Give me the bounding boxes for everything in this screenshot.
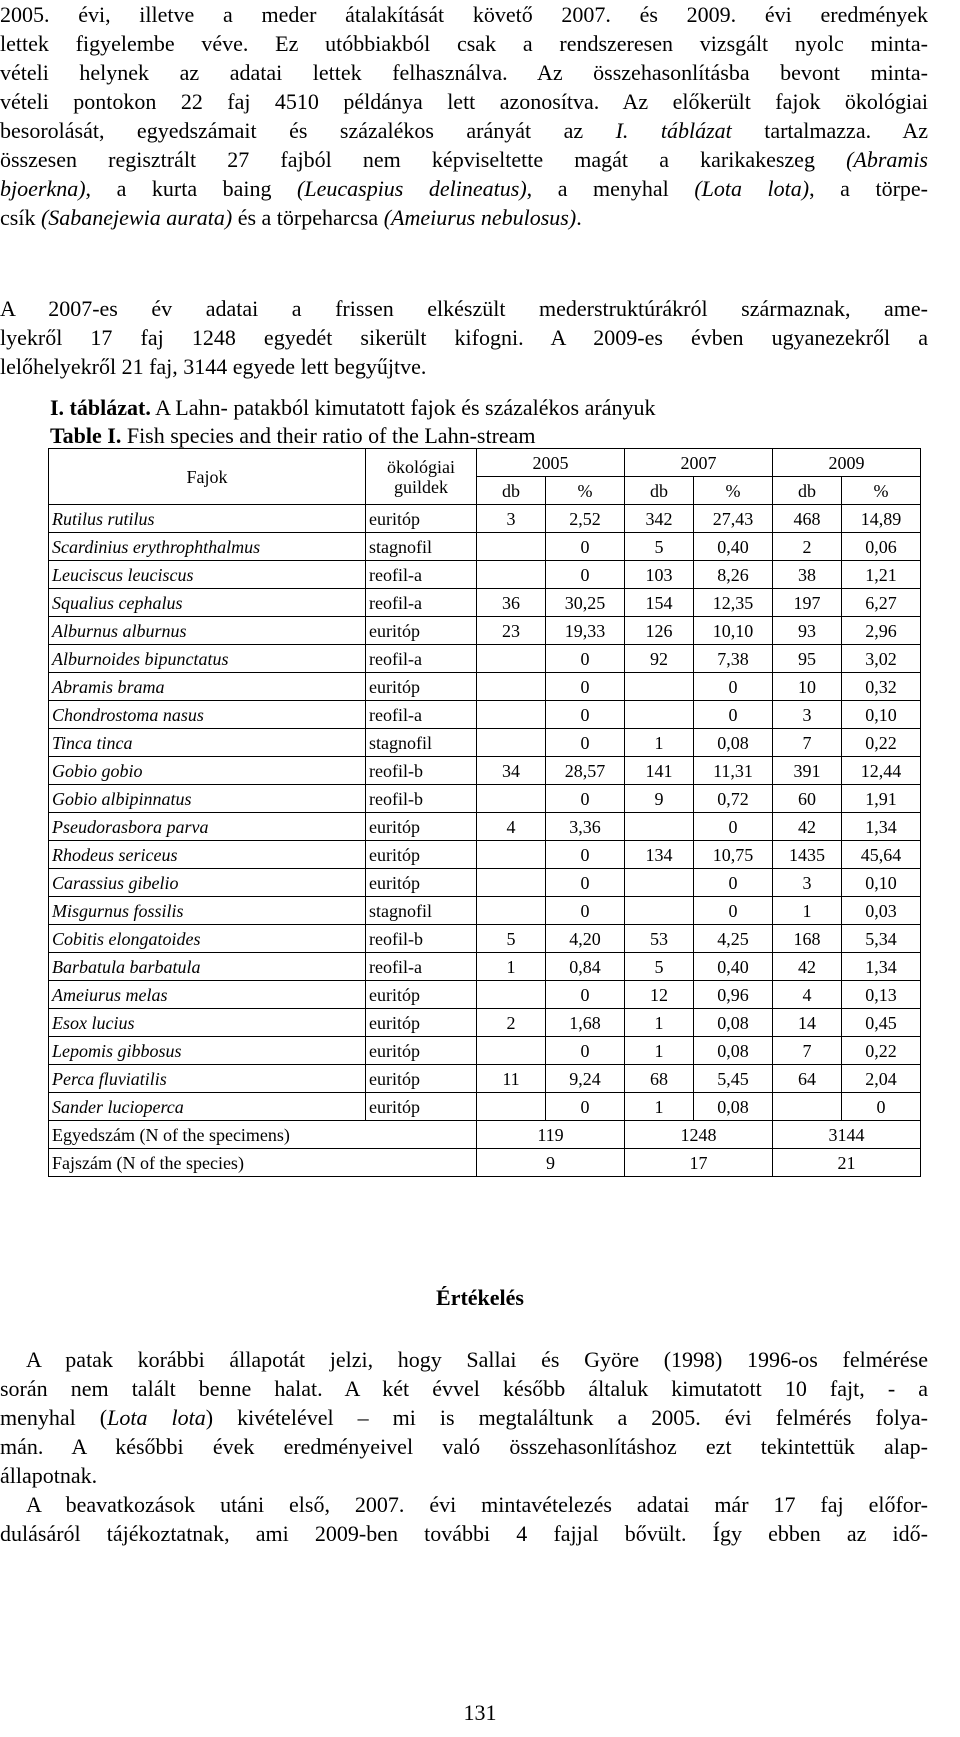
- table-row: [49, 729, 921, 757]
- value-cell: 126: [625, 617, 694, 645]
- value-cell: 0: [546, 561, 625, 589]
- summary-row: [49, 1121, 921, 1149]
- header-year: 2009: [773, 449, 921, 477]
- value-cell: [477, 785, 546, 813]
- table-row: [49, 617, 921, 645]
- value-cell: 1: [625, 729, 694, 757]
- value-cell: 0: [842, 1093, 921, 1121]
- value-cell: 0: [546, 869, 625, 897]
- value-cell: 0,10: [842, 701, 921, 729]
- value-cell: 0: [546, 841, 625, 869]
- guild-cell: stagnofil: [366, 897, 477, 925]
- species-cell: Carassius gibelio: [49, 869, 366, 897]
- value-cell: 5,45: [694, 1065, 773, 1093]
- value-cell: [625, 701, 694, 729]
- value-cell: 5: [625, 953, 694, 981]
- value-cell: 1,34: [842, 953, 921, 981]
- value-cell: 0: [546, 785, 625, 813]
- text-line: A 2007-es év adatai a frissen elkészült mederstruktúrákról származnak, ame-: [0, 296, 928, 321]
- table-row: [49, 701, 921, 729]
- value-cell: 0: [546, 981, 625, 1009]
- value-cell: 0,96: [694, 981, 773, 1009]
- guild-cell: reofil-a: [366, 561, 477, 589]
- value-cell: 6,27: [842, 589, 921, 617]
- value-cell: 0: [546, 533, 625, 561]
- value-cell: 30,25: [546, 589, 625, 617]
- species-cell: Gobio gobio: [49, 757, 366, 785]
- value-cell: 0: [694, 673, 773, 701]
- summary-row: [49, 1149, 921, 1177]
- table-row: [49, 757, 921, 785]
- value-cell: 0: [694, 701, 773, 729]
- paragraph-2007: [0, 294, 928, 381]
- value-cell: [477, 869, 546, 897]
- guild-cell: euritóp: [366, 869, 477, 897]
- species-cell: Alburnoides bipunctatus: [49, 645, 366, 673]
- value-cell: [625, 673, 694, 701]
- table-row: [49, 869, 921, 897]
- header-species: Fajok: [49, 449, 366, 505]
- value-cell: 1: [477, 953, 546, 981]
- value-cell: 0: [694, 869, 773, 897]
- header-guild: [366, 449, 477, 505]
- value-cell: 342: [625, 505, 694, 533]
- guild-cell: reofil-b: [366, 925, 477, 953]
- guild-cell: stagnofil: [366, 729, 477, 757]
- value-cell: 64: [773, 1065, 842, 1093]
- value-cell: 10: [773, 673, 842, 701]
- value-cell: 19,33: [546, 617, 625, 645]
- value-cell: 0,08: [694, 1037, 773, 1065]
- value-cell: 0,08: [694, 1093, 773, 1121]
- value-cell: 0,22: [842, 729, 921, 757]
- table-row: [49, 533, 921, 561]
- value-cell: 42: [773, 953, 842, 981]
- value-cell: 11,31: [694, 757, 773, 785]
- value-cell: [625, 897, 694, 925]
- value-cell: 1: [773, 897, 842, 925]
- text-line: lettek figyelembe véve. Ez utóbbiakból csak a rendszeresen vizsgált nyolc minta-: [0, 31, 928, 56]
- text-line: állapotnak.: [0, 1463, 98, 1488]
- guild-cell: stagnofil: [366, 533, 477, 561]
- value-cell: 0: [694, 813, 773, 841]
- value-cell: 0: [546, 645, 625, 673]
- value-cell: 5: [477, 925, 546, 953]
- guild-cell: euritóp: [366, 1065, 477, 1093]
- header-guild-line2: guildek: [394, 476, 448, 497]
- table-row: [49, 1065, 921, 1093]
- value-cell: [477, 673, 546, 701]
- value-cell: 12: [625, 981, 694, 1009]
- value-cell: 93: [773, 617, 842, 645]
- value-cell: 0,40: [694, 533, 773, 561]
- table-row: [49, 505, 921, 533]
- value-cell: 2,04: [842, 1065, 921, 1093]
- paragraph-evaluation-1: [0, 1345, 928, 1490]
- value-cell: 9: [625, 785, 694, 813]
- value-cell: 1: [625, 1009, 694, 1037]
- species-cell: Esox lucius: [49, 1009, 366, 1037]
- value-cell: 5: [625, 533, 694, 561]
- value-cell: 3,36: [546, 813, 625, 841]
- value-cell: 0: [694, 897, 773, 925]
- value-cell: 9,24: [546, 1065, 625, 1093]
- header-year: 2005: [477, 449, 625, 477]
- value-cell: 3: [773, 869, 842, 897]
- text-line: besorolását, egyedszámait és százalékos arányát az I. táblázat tartalmazza. Az: [0, 118, 928, 143]
- value-cell: 4: [477, 813, 546, 841]
- value-cell: 28,57: [546, 757, 625, 785]
- text-line: csík (Sabanejewia aurata) és a törpeharcsa (Ameiurus nebulosus).: [0, 205, 582, 230]
- table-caption: [50, 394, 655, 450]
- text-line: A patak korábbi állapotát jelzi, hogy Sallai és Györe (1998) 1996-os felmérése: [26, 1347, 928, 1372]
- text-line: összesen regisztrált 27 fajból nem képviseltette magát a karikakeszeg (Abramis: [0, 147, 928, 172]
- guild-cell: euritóp: [366, 1093, 477, 1121]
- value-cell: [477, 841, 546, 869]
- value-cell: [773, 1093, 842, 1121]
- summary-value: 3144: [773, 1121, 921, 1149]
- table-row: [49, 841, 921, 869]
- value-cell: 0,22: [842, 1037, 921, 1065]
- table-row: [49, 981, 921, 1009]
- species-cell: Rhodeus sericeus: [49, 841, 366, 869]
- text-line: lyekről 17 faj 1248 egyedét sikerült kifogni. A 2009-es évben ugyanezekről a: [0, 325, 928, 350]
- value-cell: 1: [625, 1093, 694, 1121]
- table-row: [49, 645, 921, 673]
- species-cell: Scardinius erythrophthalmus: [49, 533, 366, 561]
- value-cell: [477, 1037, 546, 1065]
- value-cell: 42: [773, 813, 842, 841]
- summary-value: 17: [625, 1149, 773, 1177]
- value-cell: 0,03: [842, 897, 921, 925]
- value-cell: 68: [625, 1065, 694, 1093]
- caption-text-en: Fish species and their ratio of the Lahn-stream: [121, 423, 536, 448]
- header-sub: %: [694, 477, 773, 505]
- paragraph-evaluation-2: [0, 1490, 928, 1548]
- value-cell: [477, 897, 546, 925]
- value-cell: 154: [625, 589, 694, 617]
- table-row: [49, 813, 921, 841]
- value-cell: 12,44: [842, 757, 921, 785]
- value-cell: 0,06: [842, 533, 921, 561]
- value-cell: 11: [477, 1065, 546, 1093]
- table-row: [49, 673, 921, 701]
- species-table: [48, 448, 921, 1177]
- value-cell: 36: [477, 589, 546, 617]
- species-cell: Perca fluviatilis: [49, 1065, 366, 1093]
- summary-label: Egyedszám (N of the specimens): [49, 1121, 477, 1149]
- guild-cell: euritóp: [366, 1037, 477, 1065]
- header-sub: %: [546, 477, 625, 505]
- value-cell: 7: [773, 729, 842, 757]
- summary-value: 119: [477, 1121, 625, 1149]
- value-cell: 1: [625, 1037, 694, 1065]
- value-cell: 95: [773, 645, 842, 673]
- value-cell: 0,40: [694, 953, 773, 981]
- value-cell: 0,10: [842, 869, 921, 897]
- value-cell: 3,02: [842, 645, 921, 673]
- text-line: vételi pontokon 22 faj 4510 példánya lett azonosítva. Az előkerült fajok ökológiai: [0, 89, 928, 114]
- value-cell: 3: [773, 701, 842, 729]
- table-row: [49, 589, 921, 617]
- value-cell: 1435: [773, 841, 842, 869]
- header-sub: db: [625, 477, 694, 505]
- species-cell: Tinca tinca: [49, 729, 366, 757]
- table-row: [49, 785, 921, 813]
- guild-cell: reofil-a: [366, 589, 477, 617]
- value-cell: [477, 645, 546, 673]
- value-cell: [625, 813, 694, 841]
- value-cell: 38: [773, 561, 842, 589]
- text-line: lelőhelyekről 21 faj, 3144 egyede lett begyűjtve.: [0, 354, 427, 379]
- species-cell: Cobitis elongatoides: [49, 925, 366, 953]
- species-cell: Ameiurus melas: [49, 981, 366, 1009]
- guild-cell: euritóp: [366, 673, 477, 701]
- guild-cell: euritóp: [366, 813, 477, 841]
- table-row: [49, 925, 921, 953]
- text-line: 2005. évi, illetve a meder átalakítását követő 2007. és 2009. évi eredmények: [0, 2, 928, 27]
- value-cell: 4: [773, 981, 842, 1009]
- summary-label: Fajszám (N of the species): [49, 1149, 477, 1177]
- text-line: mán. A későbbi évek eredményeivel való összehasonlításhoz ezt tekintettük alap-: [0, 1434, 928, 1459]
- value-cell: 4,25: [694, 925, 773, 953]
- value-cell: 0,32: [842, 673, 921, 701]
- value-cell: [625, 869, 694, 897]
- value-cell: 0: [546, 673, 625, 701]
- species-cell: Rutilus rutilus: [49, 505, 366, 533]
- species-cell: Lepomis gibbosus: [49, 1037, 366, 1065]
- caption-label-hu: I. táblázat.: [50, 395, 151, 420]
- value-cell: 2: [773, 533, 842, 561]
- value-cell: 134: [625, 841, 694, 869]
- text-line: A beavatkozások utáni első, 2007. évi mintavételezés adatai már 17 faj előfor-: [26, 1492, 928, 1517]
- guild-cell: reofil-a: [366, 701, 477, 729]
- value-cell: [477, 561, 546, 589]
- value-cell: 468: [773, 505, 842, 533]
- species-cell: Barbatula barbatula: [49, 953, 366, 981]
- value-cell: 391: [773, 757, 842, 785]
- text-line: bjoerkna), a kurta baing (Leucaspius delineatus), a menyhal (Lota lota), a törpe-: [0, 176, 928, 201]
- value-cell: 34: [477, 757, 546, 785]
- value-cell: 103: [625, 561, 694, 589]
- text-line: során nem talált benne halat. A két évvel később általuk kimutatott 10 fajt, - a: [0, 1376, 928, 1401]
- species-table-wrapper: [48, 448, 921, 1177]
- text-line: vételi helynek az adatai lettek felhasználva. Az összehasonlításba bevont minta-: [0, 60, 928, 85]
- header-sub: db: [477, 477, 546, 505]
- value-cell: 0: [546, 897, 625, 925]
- value-cell: 27,43: [694, 505, 773, 533]
- header-guild-line1: ökológiai: [387, 456, 455, 477]
- value-cell: 1,91: [842, 785, 921, 813]
- guild-cell: reofil-b: [366, 785, 477, 813]
- header-sub: db: [773, 477, 842, 505]
- species-cell: Pseudorasbora parva: [49, 813, 366, 841]
- value-cell: 14: [773, 1009, 842, 1037]
- section-heading: Értékelés: [436, 1285, 524, 1310]
- value-cell: 8,26: [694, 561, 773, 589]
- value-cell: 23: [477, 617, 546, 645]
- summary-value: 1248: [625, 1121, 773, 1149]
- value-cell: [477, 981, 546, 1009]
- value-cell: 14,89: [842, 505, 921, 533]
- species-cell: Abramis brama: [49, 673, 366, 701]
- value-cell: 197: [773, 589, 842, 617]
- summary-value: 21: [773, 1149, 921, 1177]
- table-row: [49, 897, 921, 925]
- value-cell: 0: [546, 729, 625, 757]
- value-cell: 10,10: [694, 617, 773, 645]
- value-cell: 2,52: [546, 505, 625, 533]
- guild-cell: euritóp: [366, 841, 477, 869]
- value-cell: 1,68: [546, 1009, 625, 1037]
- value-cell: 45,64: [842, 841, 921, 869]
- page-number: 131: [463, 1700, 497, 1725]
- guild-cell: reofil-b: [366, 757, 477, 785]
- value-cell: 0: [546, 1093, 625, 1121]
- value-cell: 141: [625, 757, 694, 785]
- header-sub: %: [842, 477, 921, 505]
- text-line: menyhal (Lota lota) kivételével – mi is megtaláltunk a 2005. évi felmérés folya-: [0, 1405, 928, 1430]
- guild-cell: euritóp: [366, 617, 477, 645]
- value-cell: 0,84: [546, 953, 625, 981]
- guild-cell: reofil-a: [366, 645, 477, 673]
- table-row: [49, 561, 921, 589]
- value-cell: 0: [546, 701, 625, 729]
- species-cell: Alburnus alburnus: [49, 617, 366, 645]
- text-line: dulásáról tájékoztatnak, ami 2009-ben további 4 fajjal bővült. Így ebben az idő-: [0, 1521, 928, 1546]
- value-cell: 4,20: [546, 925, 625, 953]
- value-cell: 0,13: [842, 981, 921, 1009]
- species-cell: Leuciscus leuciscus: [49, 561, 366, 589]
- table-row: [49, 1009, 921, 1037]
- species-cell: Misgurnus fossilis: [49, 897, 366, 925]
- value-cell: 10,75: [694, 841, 773, 869]
- value-cell: 2: [477, 1009, 546, 1037]
- guild-cell: euritóp: [366, 981, 477, 1009]
- guild-cell: euritóp: [366, 1009, 477, 1037]
- value-cell: 168: [773, 925, 842, 953]
- value-cell: 0: [546, 1037, 625, 1065]
- value-cell: 12,35: [694, 589, 773, 617]
- value-cell: 2,96: [842, 617, 921, 645]
- value-cell: 1,21: [842, 561, 921, 589]
- species-cell: Gobio albipinnatus: [49, 785, 366, 813]
- species-cell: Chondrostoma nasus: [49, 701, 366, 729]
- value-cell: 0,45: [842, 1009, 921, 1037]
- guild-cell: reofil-a: [366, 953, 477, 981]
- value-cell: 7: [773, 1037, 842, 1065]
- value-cell: 7,38: [694, 645, 773, 673]
- table-row: [49, 953, 921, 981]
- table-row: [49, 1037, 921, 1065]
- value-cell: 5,34: [842, 925, 921, 953]
- table-row: [49, 1093, 921, 1121]
- caption-label-en: Table I.: [50, 423, 122, 448]
- value-cell: 0,08: [694, 1009, 773, 1037]
- value-cell: 92: [625, 645, 694, 673]
- value-cell: [477, 1093, 546, 1121]
- value-cell: [477, 729, 546, 757]
- value-cell: 53: [625, 925, 694, 953]
- species-cell: Sander lucioperca: [49, 1093, 366, 1121]
- summary-value: 9: [477, 1149, 625, 1177]
- value-cell: 0,08: [694, 729, 773, 757]
- value-cell: 0,72: [694, 785, 773, 813]
- value-cell: [477, 533, 546, 561]
- header-year: 2007: [625, 449, 773, 477]
- caption-text-hu: A Lahn- patakból kimutatott fajok és százalékos arányuk: [150, 395, 656, 420]
- value-cell: 1,34: [842, 813, 921, 841]
- value-cell: 3: [477, 505, 546, 533]
- guild-cell: euritóp: [366, 505, 477, 533]
- value-cell: [477, 701, 546, 729]
- species-cell: Squalius cephalus: [49, 589, 366, 617]
- paragraph-results: [0, 0, 928, 232]
- value-cell: 60: [773, 785, 842, 813]
